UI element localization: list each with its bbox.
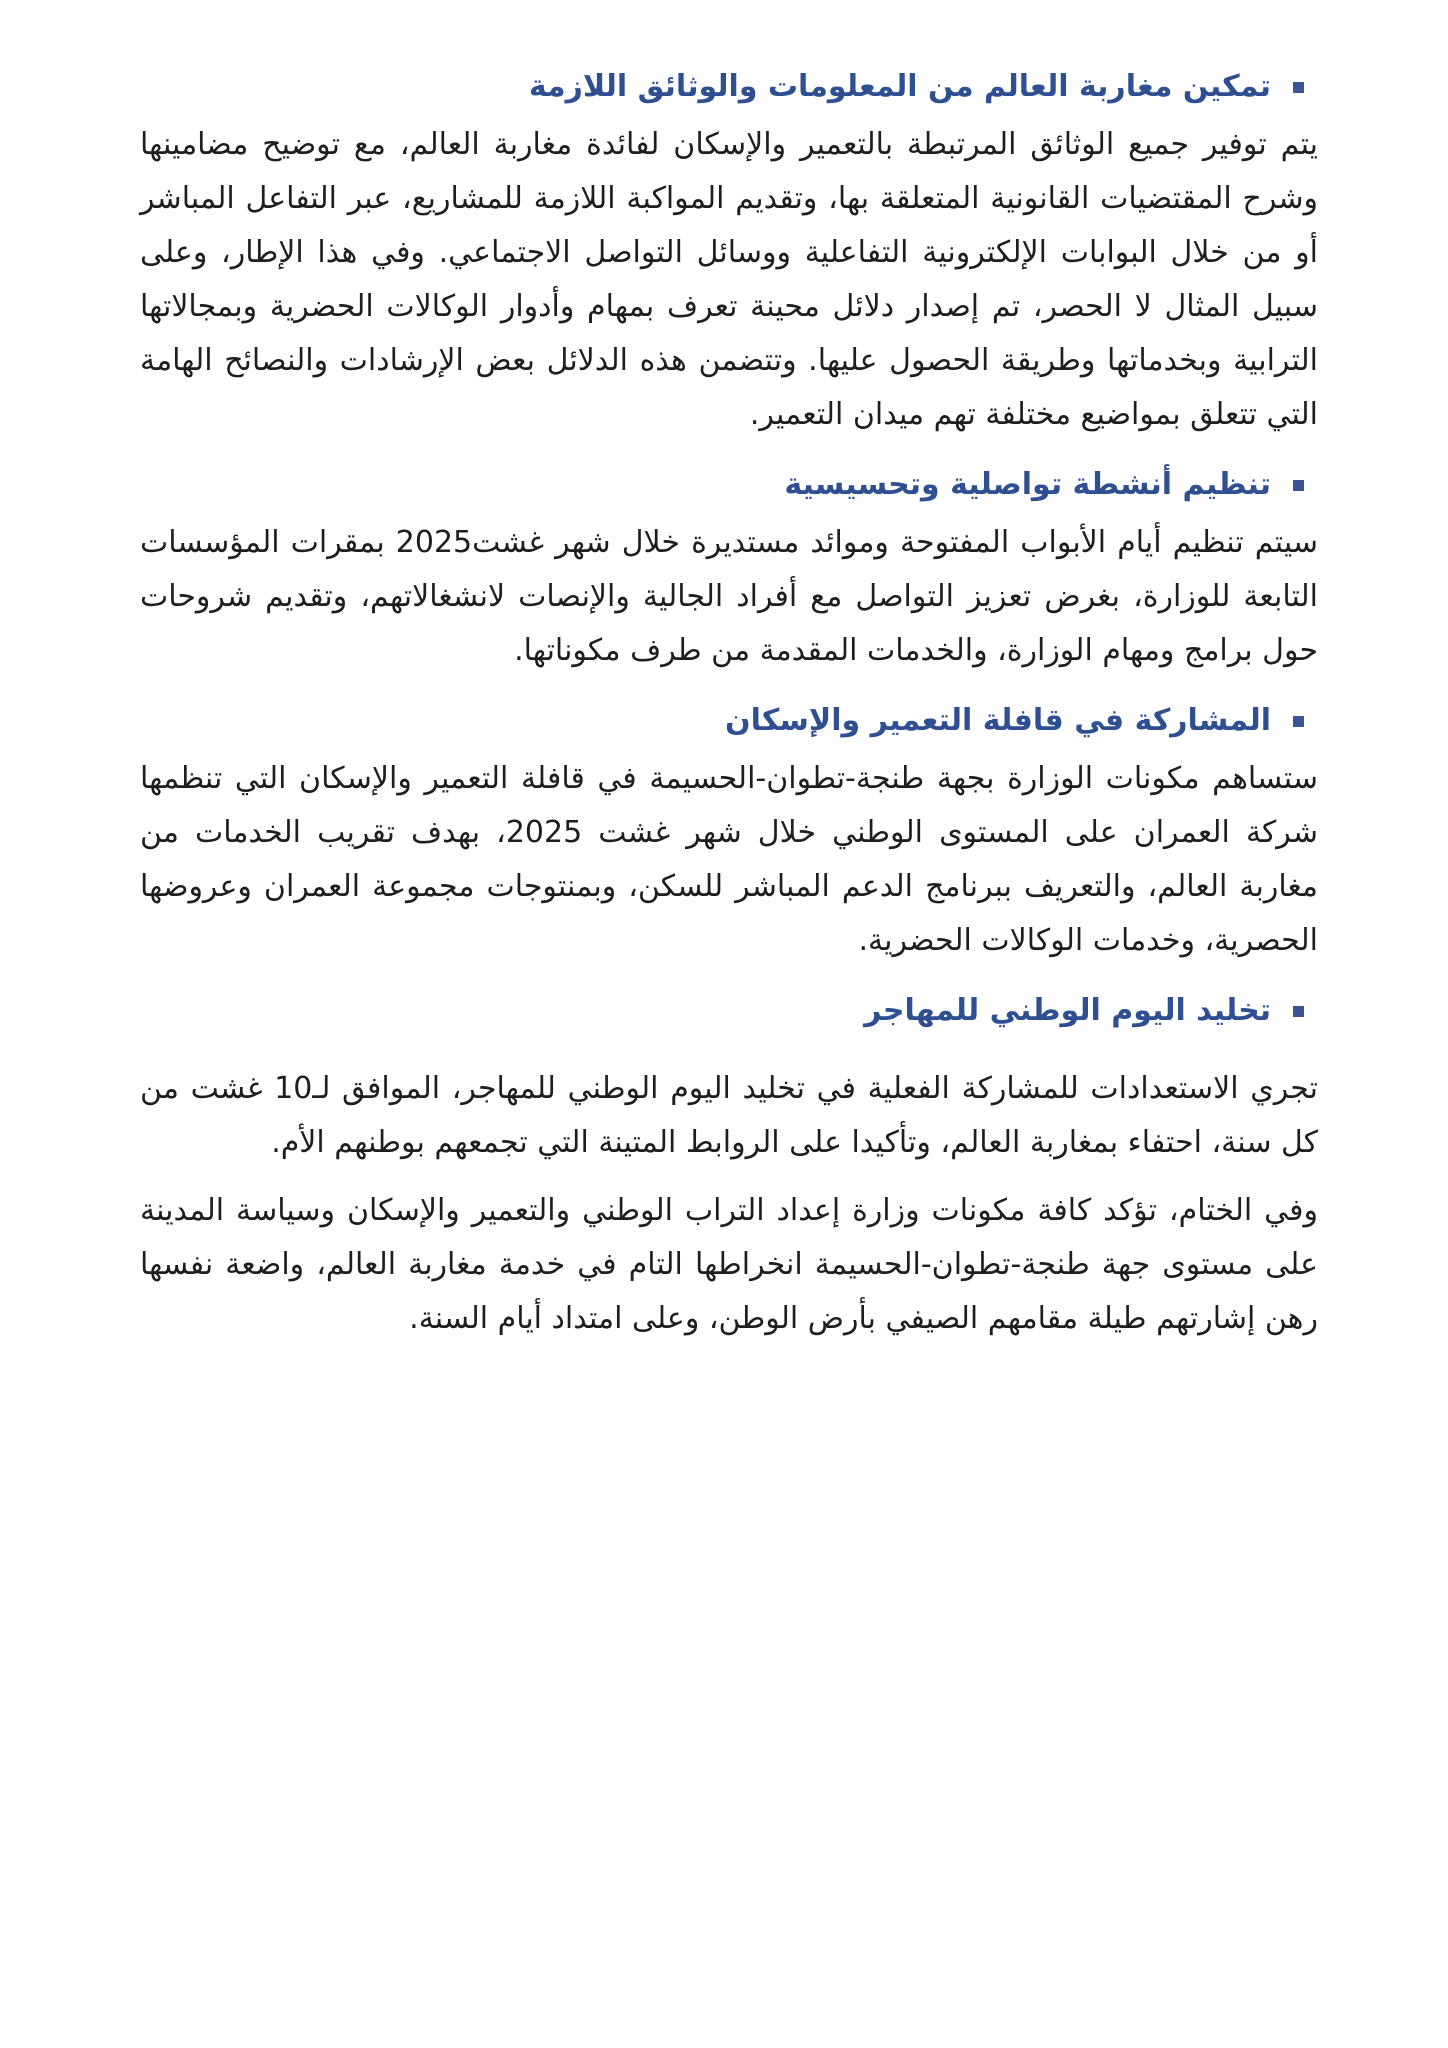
square-bullet-icon [1293, 82, 1304, 93]
square-bullet-icon [1293, 716, 1304, 727]
square-bullet-icon [1293, 480, 1304, 491]
section-heading-text: تخليد اليوم الوطني للمهاجر [864, 993, 1271, 1028]
square-bullet-icon [1293, 1006, 1304, 1017]
section-paragraph: ستساهم مكونات الوزارة بجهة طنجة-تطوان-الحسيمة في قافلة التعمير والإسكان التي تنظمها شركة العمران على المستوى الوطني خلال شهر غشت 2025، بهدف تقريب الخدمات من مغاربة العالم، والتعريف ببرنامج الدعم المباشر للسكن، وبمنتوجات مجموعة العمران وعروضها الحصرية، وخدمات الوكالات الحضرية. [140, 761, 1318, 958]
section-heading-text: المشاركة في قافلة التعمير والإسكان [725, 703, 1271, 738]
section-paragraph: سيتم تنظيم أيام الأبواب المفتوحة وموائد مستديرة خلال شهر غشت2025 بمقرات المؤسسات التابعة للوزارة، بغرض تعزيز التواصل مع أفراد الجالية والإنصات لانشغالاتهم، وتقديم شروحات حول برامج ومهام الوزارة، والخدمات المقدمة من طرف مكوناتها. [140, 525, 1319, 668]
section-information-access [140, 58, 1318, 442]
section-heading [140, 58, 1318, 116]
section-heading [140, 982, 1318, 1040]
section-heading-text: تنظيم أنشطة تواصلية وتحسيسية [784, 467, 1271, 502]
section-caravan-participation [140, 692, 1318, 968]
section-paragraph: تجري الاستعدادات للمشاركة الفعلية في تخليد اليوم الوطني للمهاجر، الموافق لـ10 غشت من كل سنة، احتفاء بمغاربة العالم، وتأكيدا على الروابط المتينة التي تجمعهم بوطنهم الأم. [140, 1071, 1319, 1160]
section-heading-text: تمكين مغاربة العالم من المعلومات والوثائق اللازمة [528, 69, 1271, 104]
section-heading [140, 692, 1318, 750]
document-content [140, 58, 1318, 1346]
section-heading [140, 456, 1318, 514]
section-migrant-day [140, 982, 1318, 1170]
closing-paragraph: وفي الختام، تؤكد كافة مكونات وزارة إعداد التراب الوطني والتعمير والإسكان وسياسة المدينة على مستوى جهة طنجة-تطوان-الحسيمة انخراطها التام في خدمة مغاربة العالم، واضعة نفسها رهن إشارتهم طيلة مقامهم الصيفي بأرض الوطن، وعلى امتداد أيام السنة. [140, 1193, 1318, 1336]
section-paragraph: يتم توفير جميع الوثائق المرتبطة بالتعمير والإسكان لفائدة مغاربة العالم، مع توضيح مضامينها وشرح المقتضيات القانونية المتعلقة بها، وتقديم المواكبة اللازمة للمشاريع، عبر التفاعل المباشر أو من خلال البوابات الإلكترونية التفاعلية ووسائل التواصل الاجتماعي. وفي هذا الإطار، وعلى سبيل المثال لا الحصر، تم إصدار دلائل محينة تعرف بمهام وأدوار الوكالات الحضرية وبمجالاتها الترابية وبخدماتها وطريقة الحصول عليها. وتتضمن هذه الدلائل بعض الإرشادات والنصائح الهامة التي تتعلق بمواضيع مختلفة تهم ميدان التعمير. [140, 127, 1318, 432]
section-communication-activities [140, 456, 1318, 678]
